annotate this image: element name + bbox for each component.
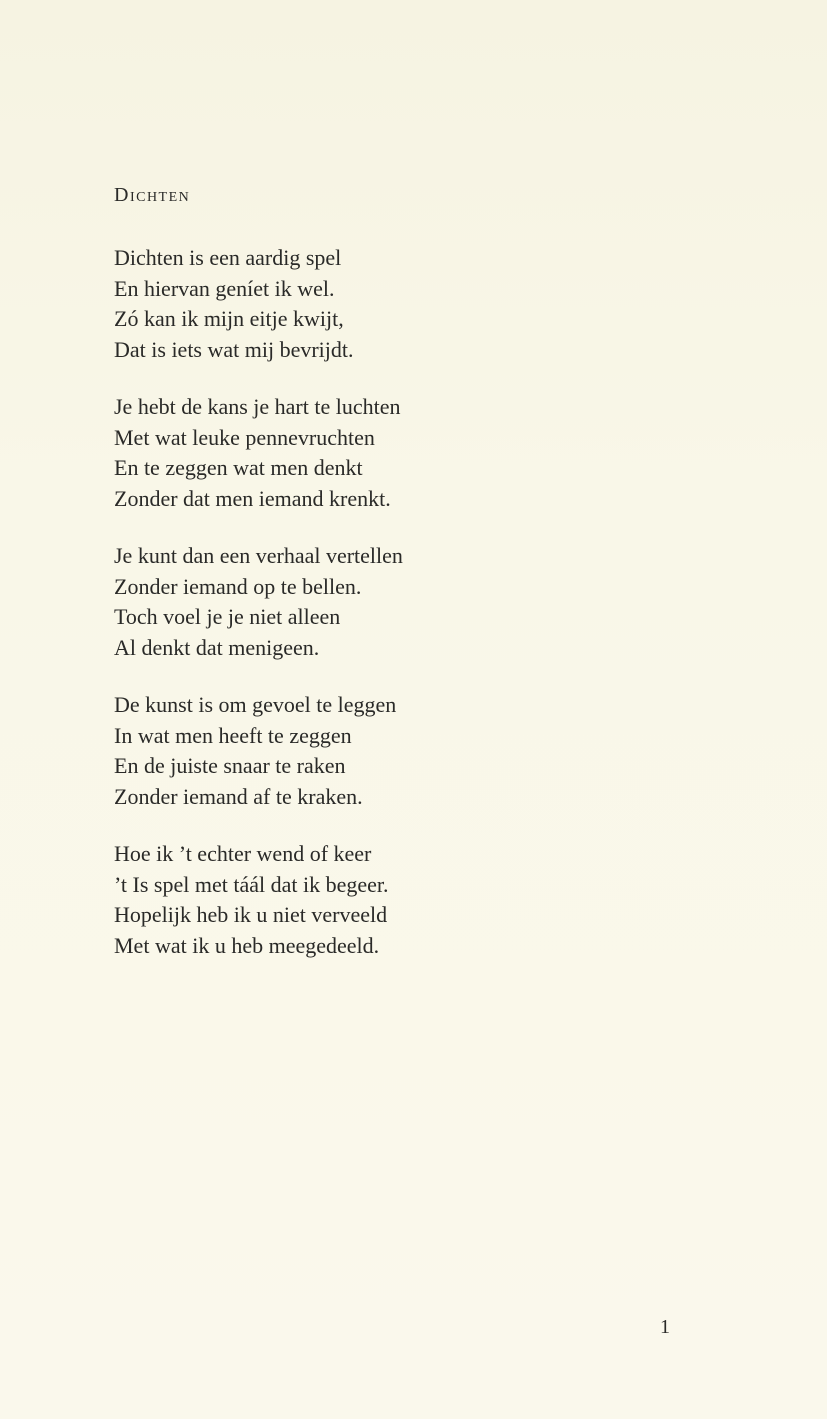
poem-line: De kunst is om gevoel te leggen (114, 692, 397, 717)
poem-line: Toch voel je je niet alleen (114, 604, 341, 629)
poem-line: En te zeggen wat men denkt (114, 455, 363, 480)
poem-line: Zonder iemand op te bellen. (114, 573, 362, 599)
poem-line: Met wat leuke pennevruchten (114, 424, 375, 450)
poem-line: Dichten is een aardig spel (114, 245, 342, 270)
poem-line: Hopelijk heb ik u niet verveeld (114, 902, 388, 927)
stanza (114, 690, 634, 812)
poem-body (114, 243, 634, 988)
poem-line: Dat is iets wat mij bevrijdt. (114, 336, 354, 362)
poem-line: Al denkt dat menigeen. (114, 634, 320, 660)
poem-line: Zonder dat men iemand krenkt. (114, 485, 391, 511)
poem-line: Zonder iemand af te kraken. (114, 783, 363, 809)
poem-line: Met wat ik u heb meegedeeld. (114, 932, 380, 958)
stanza (114, 243, 634, 365)
poem-line: ’t Is spel met táál dat ik begeer. (114, 871, 389, 897)
stanza (114, 541, 634, 663)
poem-line: Hoe ik ’t echter wend of keer (114, 841, 372, 866)
bleed-through-text (462, 182, 822, 213)
stanza (114, 392, 634, 514)
poem-line: En de juiste snaar te raken (114, 753, 346, 778)
poem-title: Dichten (114, 184, 191, 206)
poem-line: Je hebt de kans je hart te luchten (114, 394, 401, 419)
poem-line: En hiervan geníet ik wel. (114, 275, 335, 301)
poem-line: In wat men heeft te zeggen (114, 722, 352, 748)
page-number: 1 (660, 1316, 670, 1338)
stanza (114, 839, 634, 961)
poem-line: Zó kan ik mijn eitje kwijt, (114, 306, 344, 331)
poem-line: Je kunt dan een verhaal vertellen (114, 543, 403, 568)
